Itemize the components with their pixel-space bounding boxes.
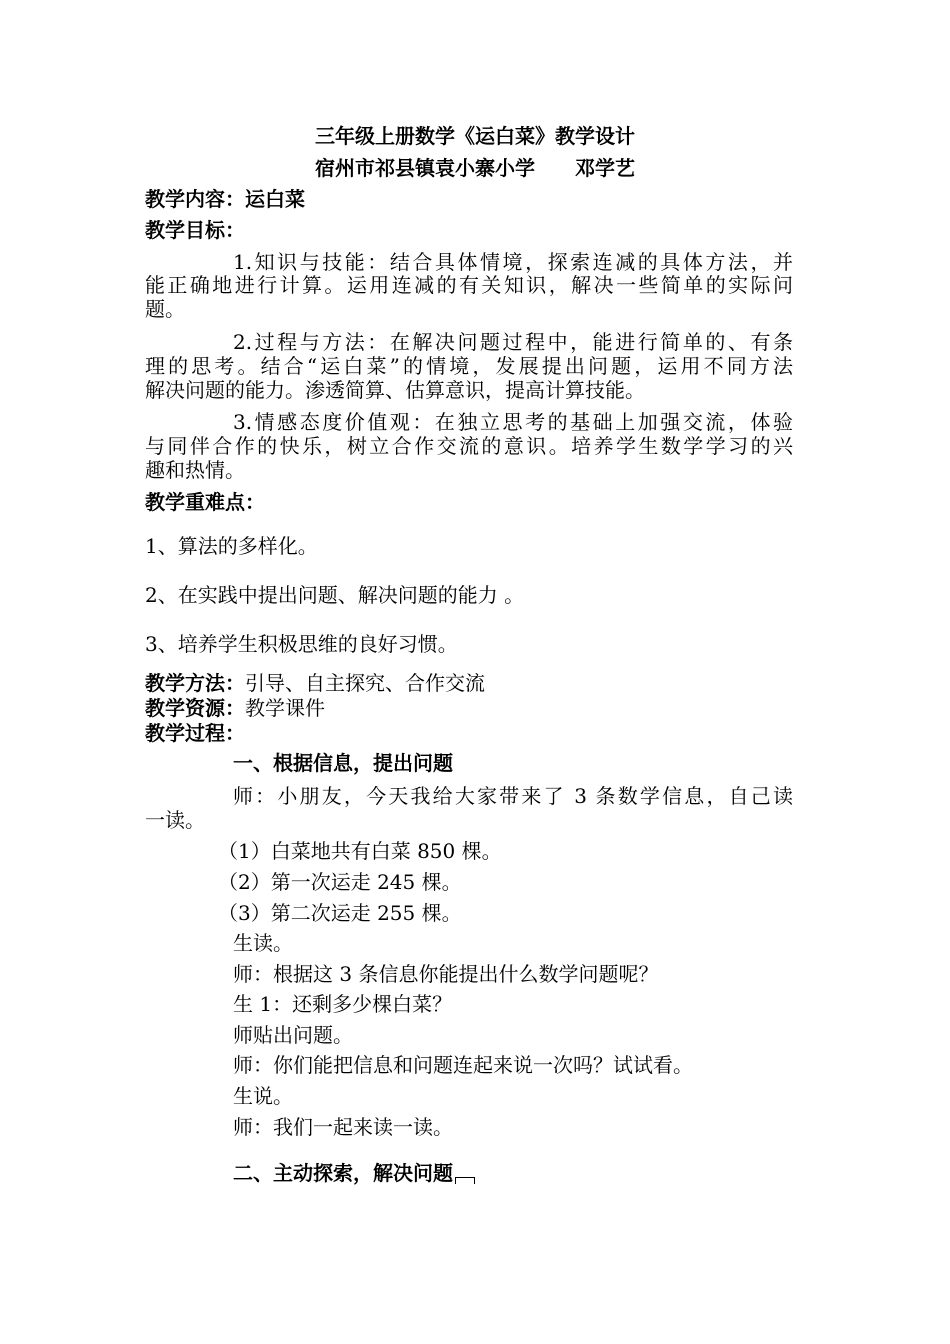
resources-label: 教学资源： bbox=[145, 696, 245, 720]
key-point-item: 1、算法的多样化。 bbox=[145, 534, 318, 558]
content-label: 教学内容： bbox=[145, 187, 245, 211]
dialogue-line: 师：你们能把信息和问题连起来说一次吗？试试看。 bbox=[233, 1053, 693, 1077]
goal-1-line-3: 题。 bbox=[145, 297, 185, 321]
dialogue-line: 生读。 bbox=[233, 931, 293, 955]
resources-value: 教学课件 bbox=[245, 696, 325, 720]
info-item: （3）第二次运走 255 棵。 bbox=[218, 901, 462, 925]
info-item: （2）第一次运走 245 棵。 bbox=[218, 870, 462, 894]
goal-3-line-1: 3.情感态度价值观：在独立思考的基础上加强交流，体验 bbox=[233, 410, 793, 434]
dialogue-line: 师贴出问题。 bbox=[233, 1023, 353, 1047]
author-line: 宿州市祁县镇袁小寨小学 邓学艺 bbox=[315, 156, 635, 180]
method-label: 教学方法： bbox=[145, 671, 245, 695]
key-point-item: 3、培养学生积极思维的良好习惯。 bbox=[145, 632, 458, 656]
goal-1-line-2: 能正确地进行计算。运用连减的有关知识，解决一些简单的实际问 bbox=[145, 273, 793, 297]
method-row bbox=[145, 671, 485, 695]
bracket-mark-icon bbox=[455, 1177, 475, 1184]
content-value: 运白菜 bbox=[245, 187, 305, 211]
intro-line-1: 师：小朋友，今天我给大家带来了 3 条数学信息，自己读 bbox=[233, 784, 793, 808]
goals-label: 教学目标： bbox=[145, 218, 245, 242]
goal-2-line-2: 理的思考。结合“运白菜”的情境，发展提出问题，运用不同方法 bbox=[145, 354, 793, 378]
method-value: 引导、自主探究、合作交流 bbox=[245, 671, 485, 695]
document-title: 三年级上册数学《运白菜》教学设计 bbox=[315, 124, 635, 148]
dialogue-line: 师：根据这 3 条信息你能提出什么数学问题呢？ bbox=[233, 962, 659, 986]
info-item: （1）白菜地共有白菜 850 棵。 bbox=[218, 839, 502, 863]
dialogue-line: 师：我们一起来读一读。 bbox=[233, 1115, 453, 1139]
process-label: 教学过程： bbox=[145, 721, 245, 745]
section-1-heading: 一、根据信息，提出问题 bbox=[233, 751, 453, 775]
dialogue-line: 生说。 bbox=[233, 1084, 293, 1108]
goal-2-line-1: 2.过程与方法：在解决问题过程中，能进行简单的、有条 bbox=[233, 330, 793, 354]
resources-row bbox=[145, 696, 325, 720]
goal-2-line-3: 解决问题的能力。渗透简算、估算意识，提高计算技能。 bbox=[145, 378, 645, 402]
dialogue-line: 生 1：还剩多少棵白菜？ bbox=[233, 992, 453, 1016]
goal-3-line-2: 与同伴合作的快乐，树立合作交流的意识。培养学生数学学习的兴 bbox=[145, 434, 793, 458]
section-2-row bbox=[233, 1161, 475, 1185]
key-point-item: 2、在实践中提出问题、解决问题的能力 。 bbox=[145, 583, 525, 607]
section-2-heading: 二、主动探索，解决问题 bbox=[233, 1161, 453, 1185]
goal-1-line-1: 1.知识与技能：结合具体情境，探索连减的具体方法，并 bbox=[233, 250, 793, 274]
goal-3-line-3: 趣和热情。 bbox=[145, 458, 245, 482]
key-points-label: 教学重难点： bbox=[145, 490, 265, 514]
content-row bbox=[145, 187, 305, 211]
intro-line-2: 一读。 bbox=[145, 808, 205, 832]
